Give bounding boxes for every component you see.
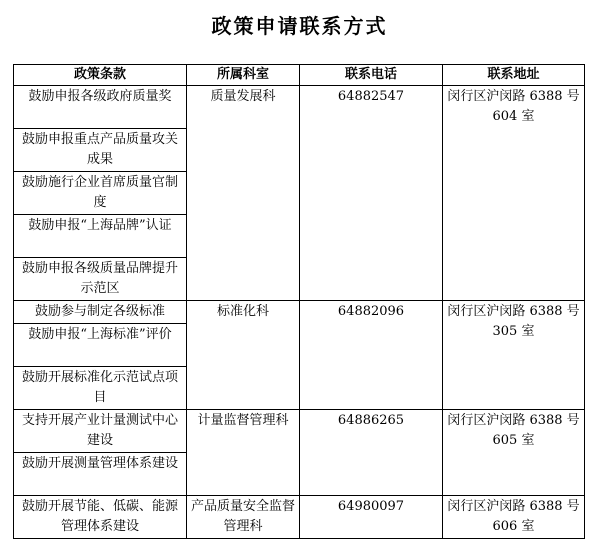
- table-row: [14, 496, 585, 539]
- address-cell: 闵行区沪闵路 6388 号 604 室: [443, 86, 585, 301]
- policy-clause-cell: 鼓励施行企业首席质量官制度: [14, 172, 187, 215]
- phone-cell: 64882547: [300, 86, 443, 301]
- policy-clause-cell: 鼓励申报各级政府质量奖: [14, 86, 187, 129]
- address-cell: 闵行区沪闵路 6388 号 605 室: [443, 410, 585, 496]
- policy-clause-cell: 支持开展产业计量测试中心建设: [14, 410, 187, 453]
- header-address: 联系地址: [443, 65, 585, 86]
- policy-clause-cell: 鼓励申报“上海标准”评价: [14, 324, 187, 367]
- address-cell: 闵行区沪闵路 6388 号 305 室: [443, 301, 585, 410]
- phone-cell: 64980097: [300, 496, 443, 539]
- policy-clause-cell: 鼓励参与制定各级标准: [14, 301, 187, 324]
- table-row: [14, 410, 585, 453]
- header-phone: 联系电话: [300, 65, 443, 86]
- department-cell: 计量监督管理科: [187, 410, 300, 496]
- table-header-row: [14, 65, 585, 86]
- table-row: [14, 86, 585, 129]
- department-cell: 产品质量安全监督管理科: [187, 496, 300, 539]
- policy-contact-table: [13, 64, 585, 539]
- header-policy-clause: 政策条款: [14, 65, 187, 86]
- policy-clause-cell: 鼓励开展测量管理体系建设: [14, 453, 187, 496]
- policy-clause-cell: 鼓励开展标准化示范试点项目: [14, 367, 187, 410]
- policy-clause-cell: 鼓励申报“上海品牌”认证: [14, 215, 187, 258]
- policy-clause-cell: 鼓励开展节能、低碳、能源管理体系建设: [14, 496, 187, 539]
- phone-cell: 64886265: [300, 410, 443, 496]
- table-row: [14, 301, 585, 324]
- phone-cell: 64882096: [300, 301, 443, 410]
- policy-clause-cell: 鼓励申报重点产品质量攻关成果: [14, 129, 187, 172]
- header-department: 所属科室: [187, 65, 300, 86]
- department-cell: 标准化科: [187, 301, 300, 410]
- policy-clause-cell: 鼓励申报各级质量品牌提升示范区: [14, 258, 187, 301]
- page-title: 政策申请联系方式: [211, 14, 388, 38]
- department-cell: 质量发展科: [187, 86, 300, 301]
- address-cell: 闵行区沪闵路 6388 号 606 室: [443, 496, 585, 539]
